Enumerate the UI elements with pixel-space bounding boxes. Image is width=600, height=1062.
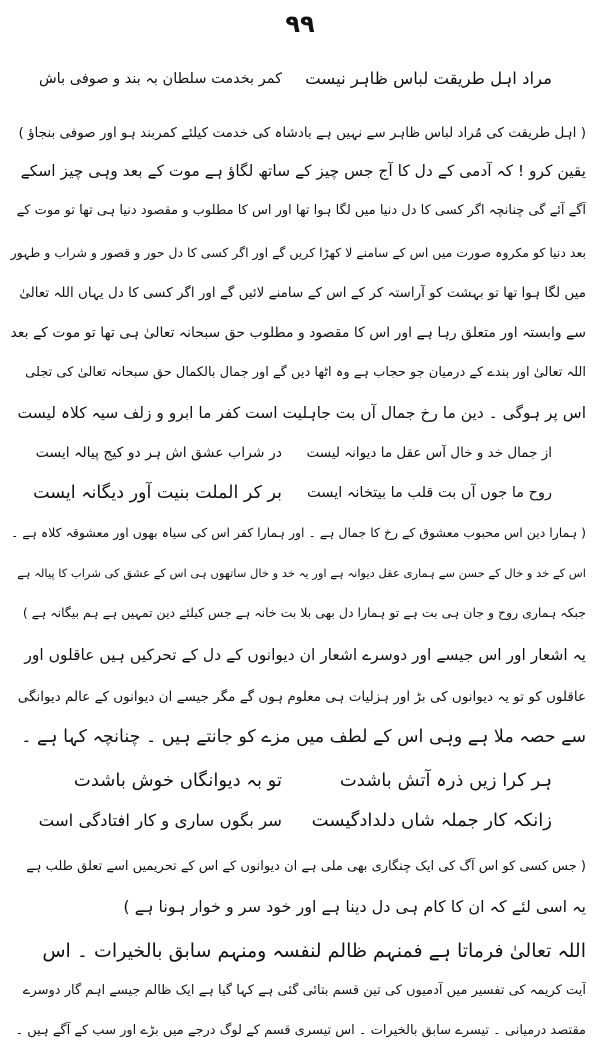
verse-couplet bbox=[0, 806, 600, 836]
text-line: یقین کرو ! کہ آدمی کے دل کا آج جس چیز کے ساتھ لگاؤ ہے موت کے بعد وہی چیز اسکے bbox=[20, 162, 586, 180]
text-line: سے وابستہ اور متعلق رہا ہے اور اس کا مقصود و مطلوب حق سبحانہ تعالیٰ ہی تھا تو موت کے بعد bbox=[10, 325, 586, 341]
verse-hemistich-left: در شراب عشق اش ہر دو کیج پیالہ ایست bbox=[35, 445, 282, 461]
verse-hemistich-left: تو بہ دیوانگاں خوش باشدت bbox=[73, 770, 282, 791]
verse-hemistich-right: از جمال خد و خال آس عقل ما دیوانہ لیست bbox=[306, 445, 552, 461]
verse-hemistich-right: ہر کرا زیں ذرہ آتش باشدت bbox=[339, 770, 552, 791]
text-line: ( ہمارا دین اس محبوب معشوق کے رخ کا جمال ہے ۔ اور ہمارا کفر اس کی سیاہ بھوں اور معشوقہ کلاہ ہے ۔ bbox=[10, 525, 586, 540]
text-line: یہ اشعار اور اس جیسے اور دوسرے اشعار ان دیوانوں کے دل کے تحرکیں ہیں عاقلوں اور bbox=[24, 646, 586, 664]
text-line: آگے آئے گی چنانچہ اگر کسی کا دل دنیا میں لگا ہوا تھا اور اس کا مطلوب و مقصود دنیا ہی تھا تو موت کے bbox=[16, 203, 586, 218]
verse-hemistich-right: مراد اہل طریقت لباس ظاہر نیست bbox=[305, 69, 552, 88]
verse-couplet bbox=[0, 438, 600, 468]
text-line: آیت کریمہ کی تفسیر میں آدمیوں کی تین قسم بتائی گئی ہے کہا گیا ہے ایک ظالم جیسے اہم گار دوسرے bbox=[22, 983, 586, 998]
text-line: ( اہل طریقت کی مُراد لباس ظاہر سے نہیں ہے بادشاہ کی خدمت کیلئے کمربند ہو اور صوفی بنجاؤ ) bbox=[18, 125, 586, 141]
verse-hemistich-left: کمر بخدمت سلطان بہ بند و صوفی باش bbox=[38, 71, 282, 87]
text-line: ( جس کسی کو اس آگ کی ایک چنگاری بھی ملی ہے ان دیوانوں کے اس کے تحریمیں اسے تعلق طلب ہے bbox=[26, 859, 586, 874]
text-line: اس کے خد و خال کے حسن سے ہماری عقل دیوانہ ہے اور یہ خد و خال ساتھوں ہی اس کے عشق کی شراب کا پیالہ ہے bbox=[17, 566, 586, 580]
text-line: جبکہ ہماری روح و جان ہی بت ہے تو ہمارا دل بھی بلا بت خانہ ہے جس کیلئے دین تمہیں ہے ہم بیگانہ ہے ) bbox=[22, 605, 586, 620]
text-line: اللہ تعالیٰ اور بندے کے درمیان جو حجاب ہے وہ اٹھا دیں گے اور جمال بالکمال حق سبحانہ تعالیٰ کی تجلی bbox=[25, 365, 586, 380]
verse-hemistich-right: روح ما جوں آں بت قلب ما بیتخانہ ایست bbox=[307, 485, 552, 501]
verse-hemistich-right: زانکہ کار جملہ شاں دلدادگیست bbox=[311, 810, 552, 831]
text-line: اللہ تعالیٰ فرماتا ہے فمنہم ظالم لنفسہ ومنہم سابق بالخیرات ۔ اس bbox=[42, 940, 586, 962]
verse-hemistich-left: سر بگوں ساری و کار افتادگی است bbox=[38, 811, 282, 830]
verse-couplet bbox=[0, 478, 600, 508]
text-line: یہ اسی لئے کہ ان کا کام ہی دل دینا ہے اور خود سر و خوار ہونا ہے ) bbox=[123, 897, 586, 916]
text-line: اس پر ہوگی ۔ دین ما رخ جمال آں بت جاہلیت است کفر ما ابرو و زلف سیہ کلاہ لیست bbox=[17, 404, 586, 422]
text-line: عاقلوں کو تو یہ دیوانوں کی بڑ اور ہزلیات ہی معلوم ہوں گے مگر جیسے ان دیوانوں کے عالم دیوانگی bbox=[17, 689, 586, 705]
text-line: مقتصد درمیانی ۔ تیسرے سابق بالخیرات ۔ اس تیسری قسم کے لوگ درجے میں بڑے اور سب کے آگے ہیں ۔ bbox=[15, 1023, 586, 1038]
text-line: میں لگا ہوا تھا تو بہشت کو آراستہ کر کے اس کے سامنے لائیں گے اور اگر کسی کا دل یہاں اللہ تعالیٰ bbox=[19, 285, 586, 301]
text-line: بعد دنیا کو مکروہ صورت میں اس کے سامنے لا کھڑا کریں گے اور اگر کسی کا دل حور و قصور و شراب و طہور bbox=[10, 245, 586, 260]
text-line: سے حصہ ملا ہے وہی اس کے لطف میں مزے کو جانتے ہیں ۔ چنانچہ کہا ہے ۔ bbox=[21, 727, 586, 747]
page-number: ۹۹ bbox=[285, 10, 315, 38]
verse-couplet bbox=[0, 766, 600, 796]
verse-couplet bbox=[0, 64, 600, 94]
verse-hemistich-left: بر کر الملت بنیت آور دیگانہ ایست bbox=[33, 483, 282, 503]
